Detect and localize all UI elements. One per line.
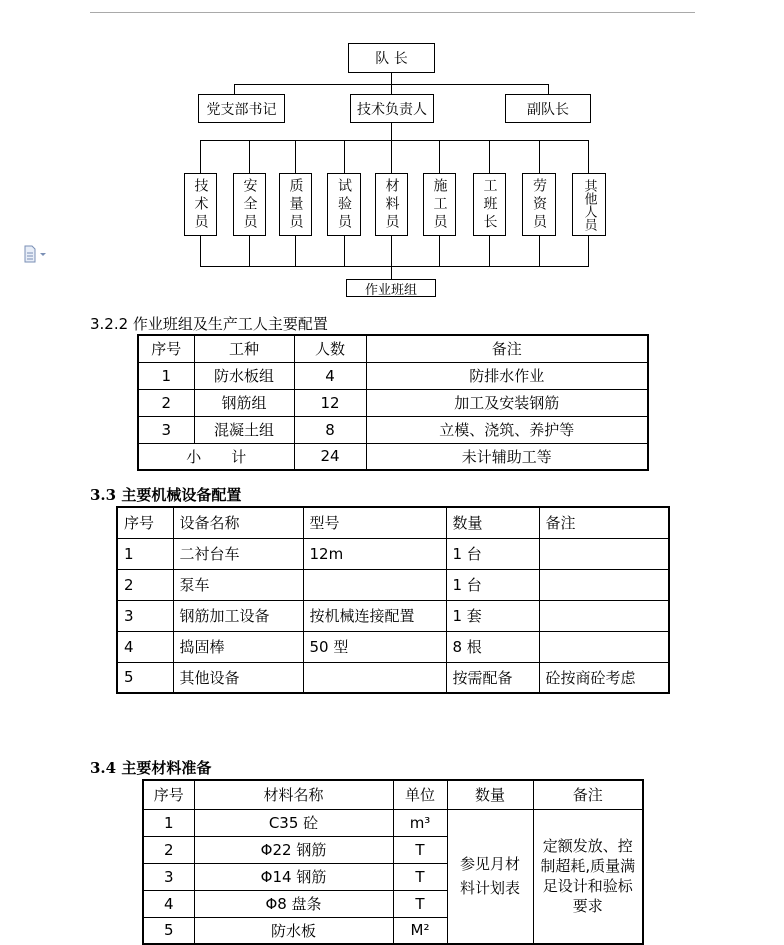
section-heading-322: 3.2.2 作业班组及生产工人主要配置 <box>90 315 328 333</box>
subtotal-count: 24 <box>294 443 366 470</box>
table-cell: 3 <box>143 863 194 890</box>
connector <box>489 235 490 266</box>
connector <box>391 122 392 140</box>
table-cell: 2 <box>138 389 194 416</box>
table-row <box>138 389 648 416</box>
table-header-row <box>117 507 669 538</box>
table-header-row <box>138 335 648 362</box>
table-cell <box>303 569 446 600</box>
connector <box>295 140 296 173</box>
table-cell: 3 <box>117 600 173 631</box>
connector <box>200 140 201 173</box>
org-top-node: 队 长 <box>348 43 435 73</box>
table-header-cell: 数量 <box>446 507 539 538</box>
section-heading-34: 3.4 主要材料准备 <box>90 759 212 777</box>
table-cell: 2 <box>117 569 173 600</box>
table-row <box>138 362 648 389</box>
org-level3-node: 施工员 <box>423 173 456 236</box>
subtotal-note: 未计辅助工等 <box>366 443 648 470</box>
connector <box>391 72 392 84</box>
table-cell <box>539 600 669 631</box>
equipment-table <box>116 506 670 694</box>
org-level3-node: 质量员 <box>279 173 312 236</box>
table-cell: 钢筋组 <box>194 389 294 416</box>
table-cell: 加工及安装钢筋 <box>366 389 648 416</box>
table-cell: 泵车 <box>173 569 303 600</box>
table-cell: 50 型 <box>303 631 446 662</box>
table-cell: 防水板 <box>194 917 393 944</box>
org-level3-node: 技术员 <box>184 173 217 236</box>
table-header-cell: 单位 <box>393 780 447 809</box>
table-cell: T <box>393 890 447 917</box>
table-cell: 防排水作业 <box>366 362 648 389</box>
table-row <box>117 662 669 693</box>
table-cell: 捣固棒 <box>173 631 303 662</box>
table-header-cell: 数量 <box>447 780 533 809</box>
connector <box>391 235 392 279</box>
table-cell <box>539 538 669 569</box>
table-cell: 5 <box>117 662 173 693</box>
org-chart <box>0 0 784 300</box>
table-cell: 按机械连接配置 <box>303 600 446 631</box>
table-cell: 混凝土组 <box>194 416 294 443</box>
table-cell: m³ <box>393 809 447 836</box>
table-cell: 4 <box>294 362 366 389</box>
section-heading-33: 3.3 主要机械设备配置 <box>90 486 242 504</box>
table-subtotal-row <box>138 443 648 470</box>
table-cell: 立模、浇筑、养护等 <box>366 416 648 443</box>
table-header-cell: 序号 <box>143 780 194 809</box>
table-cell <box>539 631 669 662</box>
table-cell: 1 <box>143 809 194 836</box>
table-cell: 12 <box>294 389 366 416</box>
table-cell: Φ14 钢筋 <box>194 863 393 890</box>
org-level3-node: 试验员 <box>327 173 361 236</box>
table-header-cell: 序号 <box>117 507 173 538</box>
table-cell: 4 <box>143 890 194 917</box>
connector <box>539 235 540 266</box>
remark-note-cell: 定额发放、控制超耗,质量满足设计和验标要求 <box>533 809 643 944</box>
table-cell <box>539 569 669 600</box>
table-cell: 1 套 <box>446 600 539 631</box>
connector <box>249 235 250 266</box>
table-header-cell: 序号 <box>138 335 194 362</box>
org-level3-node: 其他人员 <box>572 173 606 236</box>
table-cell: 8 <box>294 416 366 443</box>
connector <box>200 235 201 266</box>
table-header-cell: 设备名称 <box>173 507 303 538</box>
table-cell: T <box>393 836 447 863</box>
org-level2-node: 副队长 <box>505 94 591 123</box>
table-cell: 防水板组 <box>194 362 294 389</box>
connector <box>249 140 250 173</box>
table-cell: 1 <box>138 362 194 389</box>
table-cell: 1 台 <box>446 538 539 569</box>
org-level3-node: 材料员 <box>375 173 408 236</box>
connector <box>539 140 540 173</box>
table-cell: 3 <box>138 416 194 443</box>
table-cell: 12m <box>303 538 446 569</box>
table-header-cell: 工种 <box>194 335 294 362</box>
table-cell <box>303 662 446 693</box>
table-row <box>143 809 643 836</box>
table-cell: 二衬台车 <box>173 538 303 569</box>
connector <box>295 235 296 266</box>
table-cell: 8 根 <box>446 631 539 662</box>
org-level3-node: 工班长 <box>473 173 506 236</box>
quantity-note-cell: 参见月材料计划表 <box>447 809 533 944</box>
subtotal-label: 小 计 <box>138 443 294 470</box>
table-cell: 1 台 <box>446 569 539 600</box>
connector <box>344 140 345 173</box>
table-header-cell: 备注 <box>366 335 648 362</box>
table-cell: M² <box>393 917 447 944</box>
org-bottom-node: 作业班组 <box>346 279 436 297</box>
table-header-cell: 材料名称 <box>194 780 393 809</box>
table-row <box>117 569 669 600</box>
table-cell: Φ8 盘条 <box>194 890 393 917</box>
table-cell: 其他设备 <box>173 662 303 693</box>
table-cell: T <box>393 863 447 890</box>
table-cell: 钢筋加工设备 <box>173 600 303 631</box>
connector <box>588 235 589 266</box>
table-cell: Φ22 钢筋 <box>194 836 393 863</box>
table-header-cell: 人数 <box>294 335 366 362</box>
table-header-cell: 备注 <box>533 780 643 809</box>
table-row <box>117 600 669 631</box>
table-row <box>138 416 648 443</box>
connector <box>200 140 589 141</box>
connector <box>489 140 490 173</box>
table-header-cell: 型号 <box>303 507 446 538</box>
org-level3-node: 安全员 <box>233 173 266 236</box>
table-cell: 砼按商砼考虑 <box>539 662 669 693</box>
table-cell: 按需配备 <box>446 662 539 693</box>
connector <box>200 266 589 267</box>
table-cell: 4 <box>117 631 173 662</box>
connector <box>344 235 345 266</box>
table-cell: 2 <box>143 836 194 863</box>
table-row <box>117 538 669 569</box>
connector <box>439 235 440 266</box>
connector <box>391 140 392 173</box>
org-level2-node: 技术负责人 <box>350 94 434 123</box>
connector <box>439 140 440 173</box>
table-header-row <box>143 780 643 809</box>
table-row <box>117 631 669 662</box>
org-level2-node: 党支部书记 <box>198 94 285 123</box>
org-level3-node: 劳资员 <box>522 173 556 236</box>
table-header-cell: 备注 <box>539 507 669 538</box>
connector <box>588 140 589 173</box>
table-cell: 1 <box>117 538 173 569</box>
table-cell: C35 砼 <box>194 809 393 836</box>
table-cell: 5 <box>143 917 194 944</box>
workgroup-table <box>137 334 649 471</box>
materials-table <box>142 779 644 945</box>
